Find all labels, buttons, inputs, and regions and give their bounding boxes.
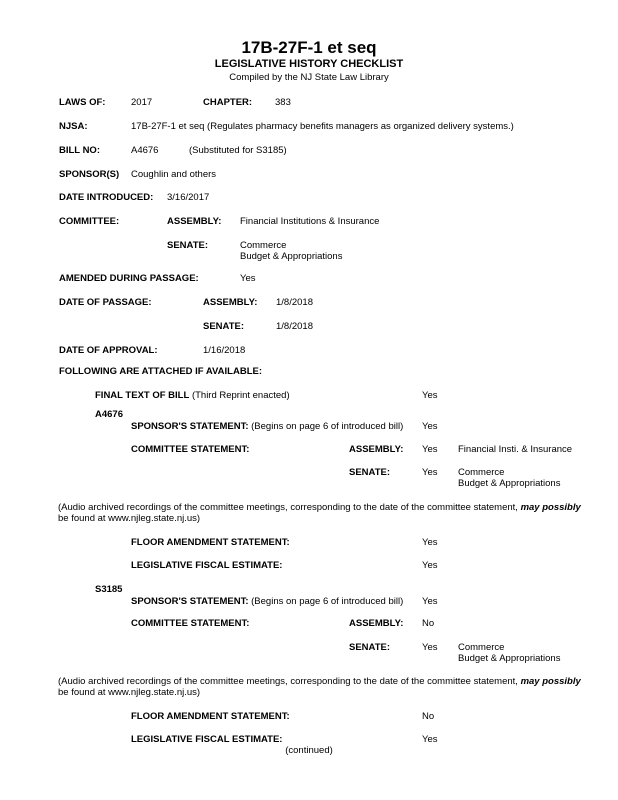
attached-heading: FOLLOWING ARE ATTACHED IF AVAILABLE: xyxy=(59,366,262,377)
passage-assembly-label: ASSEMBLY: xyxy=(203,297,258,308)
chapter-label: CHAPTER: xyxy=(203,97,253,108)
a4676-audio-note-line-1 xyxy=(58,502,581,513)
njsa-value: 17B-27F-1 et seq (Regulates pharmacy benefits managers as organized delivery systems.) xyxy=(131,121,514,132)
final-text-value: Yes xyxy=(422,390,438,401)
date-introduced-value: 3/16/2017 xyxy=(167,192,210,203)
s3185-sponsor-note: (Begins on page 6 of introduced bill) xyxy=(251,596,404,607)
s3185-committee-label: COMMITTEE STATEMENT: xyxy=(131,618,250,629)
final-text-row xyxy=(95,390,290,401)
a4676-sponsor-label: SPONSOR'S STATEMENT: xyxy=(131,421,249,432)
a4676-audio-note-em: may possibly xyxy=(520,502,581,513)
amended-value: Yes xyxy=(240,273,256,284)
a4676-assembly-committee: Financial Insti. & Insurance xyxy=(458,444,573,455)
bill-no-value: A4676 xyxy=(131,145,159,156)
compiled-by: Compiled by the NJ State Law Library xyxy=(229,72,389,83)
committee-senate-label: SENATE: xyxy=(167,240,208,251)
approval-label: DATE OF APPROVAL: xyxy=(59,345,158,356)
s3185-floor-label: FLOOR AMENDMENT STATEMENT: xyxy=(131,711,290,722)
final-text-label: FINAL TEXT OF BILL xyxy=(95,390,190,401)
a4676-sponsor-note: (Begins on page 6 of introduced bill) xyxy=(251,421,404,432)
njsa-label: NJSA: xyxy=(59,121,88,132)
s3185-sponsor-label: SPONSOR'S STATEMENT: xyxy=(131,596,249,607)
committee-assembly-value: Financial Institutions & Insurance xyxy=(240,216,380,227)
s3185-audio-note-em: may possibly xyxy=(520,676,581,687)
a4676-audio-note-post: be found at www.njleg.state.nj.us) xyxy=(58,513,201,524)
committee-label: COMMITTEE: xyxy=(59,216,120,227)
sponsors-value: Coughlin and others xyxy=(131,169,217,180)
continued-note: (continued) xyxy=(285,745,333,756)
a4676-assembly-value: Yes xyxy=(422,444,438,455)
committee-senate-value-2: Budget & Appropriations xyxy=(240,251,343,262)
a4676-floor-label: FLOOR AMENDMENT STATEMENT: xyxy=(131,537,290,548)
committee-senate-value-1: Commerce xyxy=(240,240,287,251)
laws-of-value: 2017 xyxy=(131,97,153,108)
a4676-committee-label: COMMITTEE STATEMENT: xyxy=(131,444,250,455)
a4676-floor-value: Yes xyxy=(422,537,438,548)
a4676-sponsor-value: Yes xyxy=(422,421,438,432)
s3185-bill-label: S3185 xyxy=(95,584,123,595)
s3185-assembly-value: No xyxy=(422,618,435,629)
a4676-audio-note-pre: (Audio archived recordings of the committee meetings, corresponding to the date of the committee statement, xyxy=(58,502,521,513)
a4676-senate-label: SENATE: xyxy=(349,467,390,478)
s3185-floor-value: No xyxy=(422,711,435,722)
s3185-audio-note-pre: (Audio archived recordings of the committee meetings, corresponding to the date of the committee statement, xyxy=(58,676,521,687)
s3185-sponsor-row xyxy=(131,596,403,607)
s3185-senate-value: Yes xyxy=(422,642,438,653)
a4676-senate-committee-2: Budget & Appropriations xyxy=(458,478,561,489)
s3185-senate-committee-2: Budget & Appropriations xyxy=(458,653,561,664)
amended-label: AMENDED DURING PASSAGE: xyxy=(59,273,199,284)
a4676-fiscal-value: Yes xyxy=(422,560,438,571)
passage-label: DATE OF PASSAGE: xyxy=(59,297,152,308)
a4676-senate-committee-1: Commerce xyxy=(458,467,505,478)
s3185-senate-label: SENATE: xyxy=(349,642,390,653)
page-title: 17B-27F-1 et seq xyxy=(241,38,377,57)
s3185-audio-note-line-1 xyxy=(58,676,581,687)
laws-of-label: LAWS OF: xyxy=(59,97,106,108)
s3185-fiscal-value: Yes xyxy=(422,734,438,745)
passage-assembly-value: 1/8/2018 xyxy=(276,297,313,308)
bill-no-note: (Substituted for S3185) xyxy=(189,145,287,156)
s3185-assembly-label: ASSEMBLY: xyxy=(349,618,404,629)
page-subtitle: LEGISLATIVE HISTORY CHECKLIST xyxy=(214,58,404,70)
a4676-fiscal-label: LEGISLATIVE FISCAL ESTIMATE: xyxy=(131,560,283,571)
date-introduced-label: DATE INTRODUCED: xyxy=(59,192,154,203)
bill-no-label: BILL NO: xyxy=(59,145,100,156)
final-text-note: (Third Reprint enacted) xyxy=(191,390,290,401)
passage-senate-value: 1/8/2018 xyxy=(276,321,313,332)
s3185-audio-note-post: be found at www.njleg.state.nj.us) xyxy=(58,687,201,698)
sponsors-label: SPONSOR(S) xyxy=(59,169,120,180)
s3185-senate-committee-1: Commerce xyxy=(458,642,505,653)
s3185-sponsor-value: Yes xyxy=(422,596,438,607)
a4676-senate-value: Yes xyxy=(422,467,438,478)
a4676-assembly-label: ASSEMBLY: xyxy=(349,444,404,455)
chapter-value: 383 xyxy=(275,97,291,108)
s3185-fiscal-label: LEGISLATIVE FISCAL ESTIMATE: xyxy=(131,734,283,745)
a4676-sponsor-row xyxy=(131,421,403,432)
committee-assembly-label: ASSEMBLY: xyxy=(167,216,222,227)
passage-senate-label: SENATE: xyxy=(203,321,244,332)
approval-value: 1/16/2018 xyxy=(203,345,246,356)
a4676-bill-label: A4676 xyxy=(95,409,123,420)
